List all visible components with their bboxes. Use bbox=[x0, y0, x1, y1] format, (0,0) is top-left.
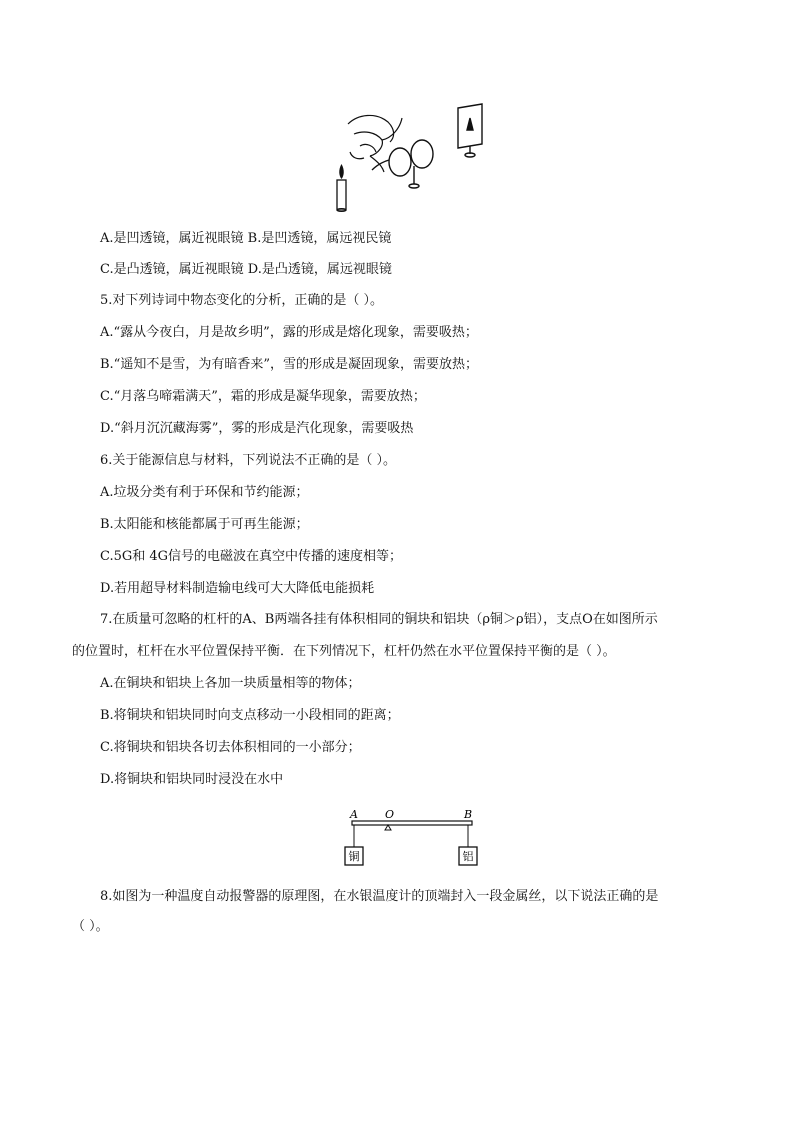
lever-label-a: A bbox=[350, 808, 358, 821]
q5-stem: 5.对下列诗词中物态变化的分析，正确的是（ ）。 bbox=[100, 293, 384, 308]
lever-figure bbox=[340, 804, 480, 874]
q5-option-c: C.“月落乌啼霜满天”，霜的形成是凝华现象，需要放热； bbox=[100, 389, 426, 404]
q6-option-b: B.太阳能和核能都属于可再生能源； bbox=[100, 517, 309, 532]
q8-stem-line-1: 8.如图为一种温度自动报警器的原理图，在水银温度计的顶端封入一段金属丝，以下说法正确的是 bbox=[100, 889, 659, 904]
q6-option-d: D.若用超导材料制造输电线可大大降低电能损耗 bbox=[100, 581, 375, 596]
q5-option-a: A.“露从今夜白，月是故乡明”，露的形成是熔化现象，需要吸热； bbox=[100, 325, 478, 340]
q4-options-line-2: C.是凸透镜，属近视眼镜 D.是凸透镜，属远视眼镜 bbox=[100, 262, 392, 277]
screen-icon bbox=[458, 104, 482, 157]
lever-label-o: O bbox=[385, 808, 395, 821]
q7-stem-line-2: 的位置时，杠杆在水平位置保持平衡．在下列情况下，杠杆仍然在水平位置保持平衡的是（ ）。 bbox=[72, 644, 616, 659]
fulcrum-icon bbox=[385, 825, 391, 830]
q7-option-b: B.将铜块和铝块同时向支点移动一小段相同的距离； bbox=[100, 708, 400, 723]
q5-option-d: D.“斜月沉沉藏海雾”，雾的形成是汽化现象，需要吸热 bbox=[100, 421, 414, 436]
lever-bar bbox=[352, 821, 472, 825]
candle-icon bbox=[337, 164, 346, 212]
lever-label-b: B bbox=[464, 808, 473, 821]
copper-block-label: 铜 bbox=[348, 850, 360, 863]
lens-experiment-figure bbox=[330, 100, 500, 218]
hand-icon bbox=[348, 115, 402, 172]
q7-stem-line-1: 7.在质量可忽略的杠杆的A、B两端各挂有体积相同的铜块和铝块（ρ铜＞ρ铝），支点O在如图所示 bbox=[100, 612, 658, 627]
q7-option-c: C.将铜块和铝块各切去体积相同的一小部分； bbox=[100, 740, 361, 755]
q7-option-d: D.将铜块和铝块同时浸没在水中 bbox=[100, 772, 284, 787]
q6-stem: 6.关于能源信息与材料，下列说法不正确的是（ ）。 bbox=[100, 453, 397, 468]
aluminium-block-label: 铝 bbox=[462, 850, 474, 863]
q6-option-c: C.5G和 4G信号的电磁波在真空中传播的速度相等； bbox=[100, 549, 403, 564]
q4-options-line-1: A.是凹透镜，属近视眼镜 B.是凹透镜，属远视民镜 bbox=[100, 231, 392, 246]
q7-option-a: A.在铜块和铝块上各加一块质量相等的物体； bbox=[100, 676, 361, 691]
q5-option-b: B.“遥知不是雪，为有暗香来”，雪的形成是凝固现象，需要放热； bbox=[100, 357, 478, 372]
q8-stem-line-2: （ ）。 bbox=[72, 919, 109, 934]
q6-option-a: A.垃圾分类有利于环保和节约能源； bbox=[100, 485, 309, 500]
